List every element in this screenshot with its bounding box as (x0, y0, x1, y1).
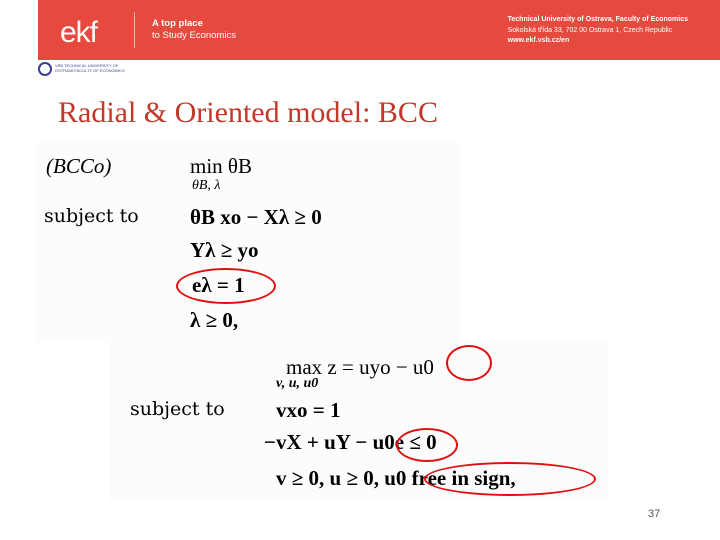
subject-to-label: subject to (130, 398, 225, 420)
model-label: (BCCo) (46, 154, 112, 178)
subject-to-label: subject to (44, 205, 139, 227)
seal-text: VŠB TECHNICAL UNIVERSITY OF OSTRAVA FACULTY OF ECONOMICS (55, 63, 125, 73)
objective-max-vars: v, u, u0 (276, 376, 319, 391)
objective-min-vars: θB, λ (192, 178, 221, 193)
tagline-line1: A top place (152, 18, 203, 29)
constraint-1: vxo = 1 (276, 398, 341, 422)
constraint-1: θB xo − Xλ ≥ 0 (190, 205, 322, 229)
highlight-circle (176, 268, 276, 304)
highlight-circle (396, 428, 458, 462)
slide-title: Radial & Oriented model: BCC (58, 96, 438, 129)
constraint-4: λ ≥ 0, (190, 308, 239, 332)
university-name: Technical University of Ostrava, Faculty of Economics (507, 16, 688, 23)
objective-min: min θB (190, 154, 252, 178)
header-banner (38, 0, 720, 60)
page-number: 37 (648, 508, 661, 520)
ekf-logo: ekf (60, 16, 98, 49)
objective-max: max z = uyo − u0 (286, 355, 434, 379)
university-address: Sokolská třída 33, 702 00 Ostrava 1, Czech Republic (507, 26, 673, 34)
constraint-3: v ≥ 0, u ≥ 0, u0 free in sign, (276, 466, 516, 490)
highlight-circle (424, 462, 596, 496)
tagline (152, 18, 236, 42)
constraint-2: Yλ ≥ yo (190, 238, 259, 262)
university-info (508, 15, 688, 47)
tagline-line2: to Study Economics (152, 30, 236, 41)
logo-divider (134, 12, 135, 48)
university-url: www.ekf.vsb.cz/en (507, 37, 570, 44)
highlight-circle (446, 345, 492, 381)
university-seal-icon (38, 62, 52, 76)
constraint-2: −vX + uY − u0e ≤ 0 (264, 430, 437, 454)
constraint-convexity: eλ = 1 (192, 273, 245, 297)
